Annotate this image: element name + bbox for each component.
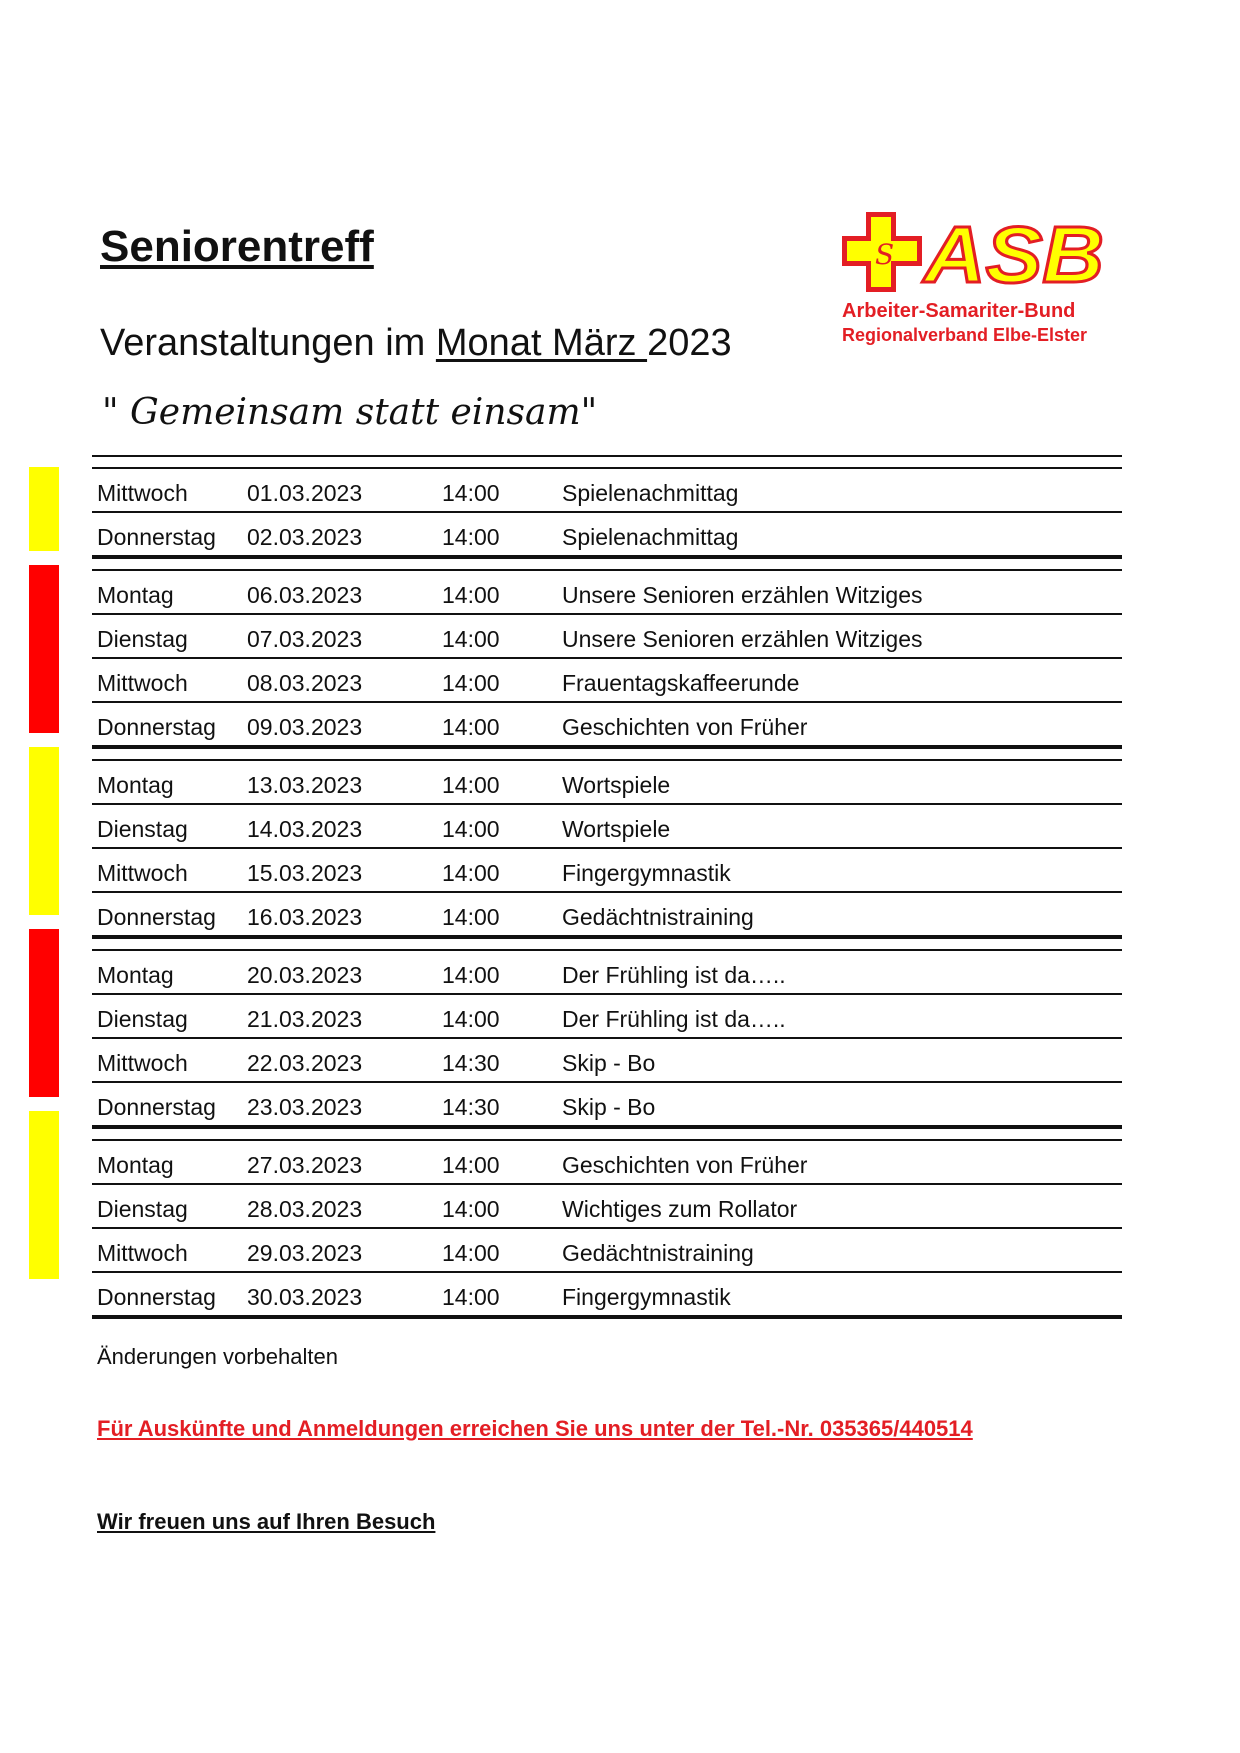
event-cell: Wortspiele — [562, 772, 671, 798]
date-cell: 22.03.2023 — [247, 1050, 363, 1076]
date-cell: 06.03.2023 — [247, 582, 363, 608]
page-title: Seniorentreff — [100, 222, 374, 271]
table-row — [92, 1185, 1122, 1229]
week-bar — [29, 467, 59, 551]
table-row — [92, 759, 1122, 805]
page-subtitle — [100, 322, 732, 365]
date-cell: 29.03.2023 — [247, 1240, 363, 1266]
table-row — [92, 849, 1122, 893]
week-bar — [29, 747, 59, 915]
event-cell: Skip - Bo — [562, 1094, 656, 1120]
date-cell: 09.03.2023 — [247, 714, 363, 740]
time-cell: 14:00 — [442, 714, 500, 740]
date-cell: 16.03.2023 — [247, 904, 363, 930]
date-cell: 08.03.2023 — [247, 670, 363, 696]
table-row — [92, 949, 1122, 995]
table-row — [92, 615, 1122, 659]
event-cell: Fingergymnastik — [562, 1284, 731, 1310]
day-cell: Mittwoch — [97, 860, 188, 886]
closing-line: Wir freuen uns auf Ihren Besuch — [97, 1509, 436, 1534]
event-cell: Gedächtnistraining — [562, 1240, 754, 1266]
date-cell: 21.03.2023 — [247, 1006, 363, 1032]
event-cell: Unsere Senioren erzählen Witziges — [562, 582, 923, 608]
table-row — [92, 569, 1122, 615]
time-cell: 14:00 — [442, 860, 500, 886]
table-row — [92, 703, 1122, 749]
event-cell: Frauentagskaffeerunde — [562, 670, 800, 696]
week-bar — [29, 565, 59, 733]
event-cell: Fingergymnastik — [562, 860, 731, 886]
table-top-rule — [92, 455, 1122, 457]
event-cell: Geschichten von Früher — [562, 714, 808, 740]
time-cell: 14:00 — [442, 962, 500, 988]
table-row — [92, 893, 1122, 939]
contact-info: Für Auskünfte und Anmeldungen erreichen Sie uns unter der Tel.-Nr. 035365/440514 — [97, 1416, 973, 1441]
logo-line-2: Regionalverband Elbe-Elster — [842, 325, 1088, 345]
time-cell: 14:00 — [442, 480, 500, 506]
time-cell: 14:00 — [442, 1196, 500, 1222]
event-cell: Der Frühling ist da….. — [562, 962, 786, 988]
date-cell: 27.03.2023 — [247, 1152, 363, 1178]
time-cell: 14:00 — [442, 670, 500, 696]
table-row — [92, 467, 1122, 513]
day-cell: Dienstag — [97, 1006, 188, 1032]
event-cell: Skip - Bo — [562, 1050, 656, 1076]
day-cell: Dienstag — [97, 626, 188, 652]
date-cell: 13.03.2023 — [247, 772, 363, 798]
table-row — [92, 1273, 1122, 1319]
date-cell: 28.03.2023 — [247, 1196, 363, 1222]
day-cell: Mittwoch — [97, 670, 188, 696]
event-cell: Der Frühling ist da….. — [562, 1006, 786, 1032]
time-cell: 14:00 — [442, 1240, 500, 1266]
day-cell: Donnerstag — [97, 904, 216, 930]
time-cell: 14:00 — [442, 524, 500, 550]
week-bar — [29, 1111, 59, 1279]
changes-note: Änderungen vorbehalten — [97, 1344, 338, 1369]
week-bar — [29, 929, 59, 1097]
table-row — [92, 995, 1122, 1039]
day-cell: Donnerstag — [97, 1284, 216, 1310]
day-cell: Dienstag — [97, 1196, 188, 1222]
date-cell: 23.03.2023 — [247, 1094, 363, 1120]
time-cell: 14:00 — [442, 1006, 500, 1032]
date-cell: 01.03.2023 — [247, 480, 363, 506]
subtitle-prefix: Veranstaltungen im — [100, 322, 436, 364]
date-cell: 14.03.2023 — [247, 816, 363, 842]
asb-logo-mark — [842, 212, 1112, 294]
time-cell: 14:00 — [442, 904, 500, 930]
date-cell: 02.03.2023 — [247, 524, 363, 550]
day-cell: Mittwoch — [97, 480, 188, 506]
time-cell: 14:00 — [442, 626, 500, 652]
time-cell: 14:00 — [442, 582, 500, 608]
table-row — [92, 1083, 1122, 1129]
subtitle-month: Monat März — [435, 322, 648, 364]
time-cell: 14:00 — [442, 816, 500, 842]
day-cell: Donnerstag — [97, 524, 216, 550]
table-row — [92, 1139, 1122, 1185]
event-cell: Spielenachmittag — [562, 524, 739, 550]
day-cell: Donnerstag — [97, 1094, 216, 1120]
date-cell: 07.03.2023 — [247, 626, 363, 652]
event-cell: Unsere Senioren erzählen Witziges — [562, 626, 923, 652]
date-cell: 20.03.2023 — [247, 962, 363, 988]
day-cell: Montag — [97, 962, 174, 988]
event-cell: Wortspiele — [562, 816, 671, 842]
svg-text:S: S — [875, 238, 895, 271]
table-row — [92, 659, 1122, 703]
logo-line-1: Arbeiter-Samariter-Bund — [842, 300, 1076, 322]
day-cell: Mittwoch — [97, 1050, 188, 1076]
asb-logo-text: ASB — [921, 212, 1104, 294]
time-cell: 14:30 — [442, 1050, 500, 1076]
table-row — [92, 805, 1122, 849]
event-cell: Geschichten von Früher — [562, 1152, 808, 1178]
day-cell: Montag — [97, 772, 174, 798]
date-cell: 15.03.2023 — [247, 860, 363, 886]
time-cell: 14:30 — [442, 1094, 500, 1120]
time-cell: 14:00 — [442, 1152, 500, 1178]
time-cell: 14:00 — [442, 772, 500, 798]
event-cell: Gedächtnistraining — [562, 904, 754, 930]
table-row — [92, 1039, 1122, 1083]
time-cell: 14:00 — [442, 1284, 500, 1310]
table-row — [92, 1229, 1122, 1273]
date-cell: 30.03.2023 — [247, 1284, 363, 1310]
motto: " Gemeinsam statt einsam" — [102, 392, 598, 433]
day-cell: Donnerstag — [97, 714, 216, 740]
day-cell: Dienstag — [97, 816, 188, 842]
day-cell: Mittwoch — [97, 1240, 188, 1266]
table-row — [92, 513, 1122, 559]
schedule-table — [92, 467, 1122, 1329]
day-cell: Montag — [97, 1152, 174, 1178]
subtitle-year: 2023 — [647, 322, 732, 364]
asb-logo — [842, 212, 1122, 345]
event-cell: Spielenachmittag — [562, 480, 739, 506]
event-cell: Wichtiges zum Rollator — [562, 1196, 798, 1222]
day-cell: Montag — [97, 582, 174, 608]
